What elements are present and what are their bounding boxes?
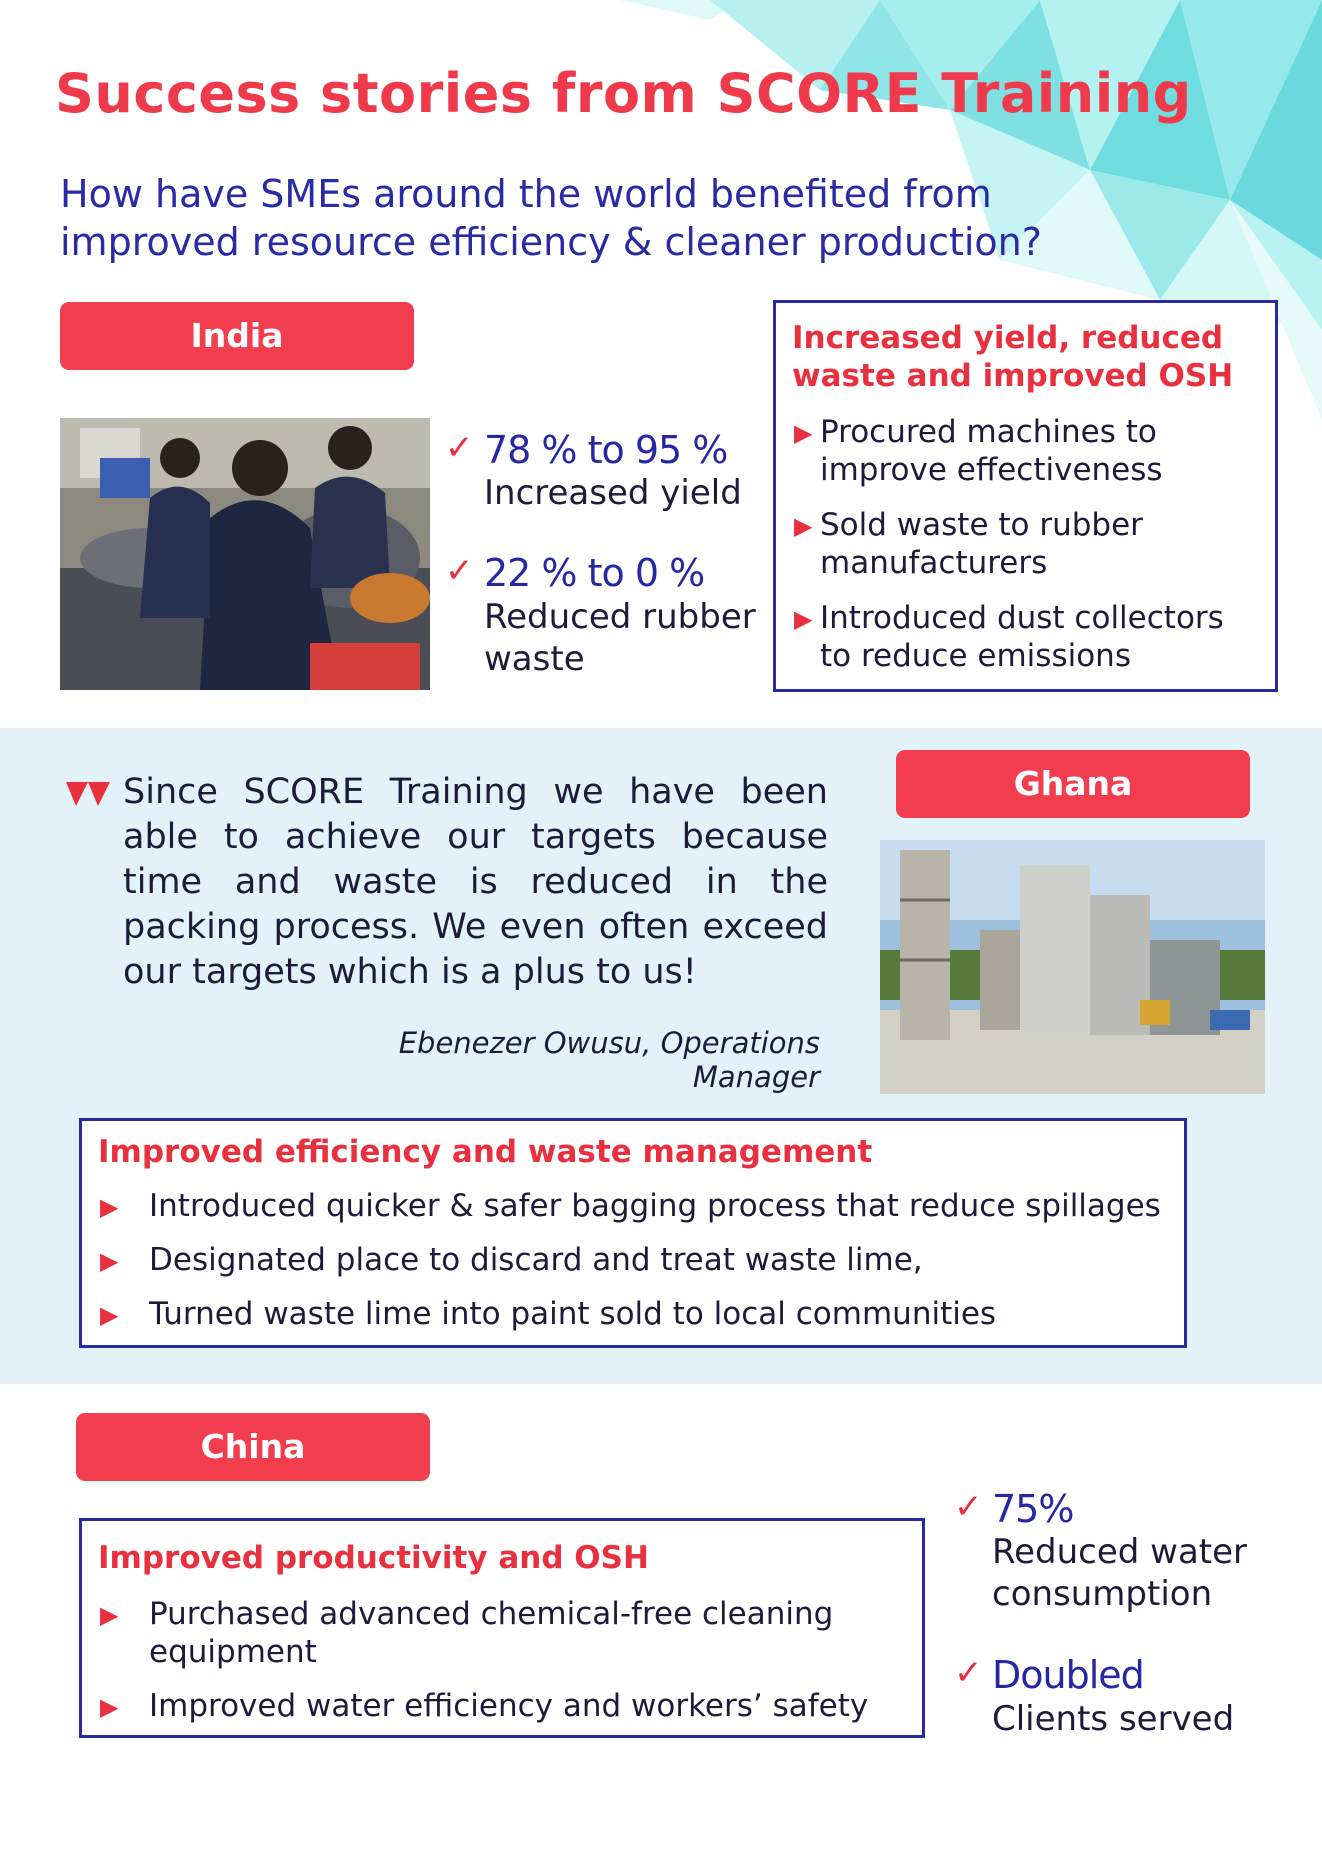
india-stat-value-2: 22 % to 0 %	[484, 551, 705, 595]
ghana-quote: Since SCORE Training we have been able to achieve our targets because time and waste is reduced in the packing process. We even often exceed our targets which is a plus to us!	[123, 772, 828, 992]
triangle-bullet-icon: ▶	[100, 1301, 119, 1329]
triangle-bullet-icon: ▶	[794, 605, 813, 633]
country-label-china: China	[76, 1413, 430, 1481]
india-stat-label-2b: waste	[484, 639, 585, 679]
triangle-bullet-icon: ▶	[100, 1247, 119, 1275]
india-factory-photo	[60, 418, 430, 690]
triangle-bullet-icon: ▶	[100, 1193, 119, 1221]
india-bullet-2a: Sold waste to rubber	[820, 507, 1143, 543]
china-stat-value-2: Doubled	[992, 1653, 1144, 1697]
china-box-heading: Improved productivity and OSH	[98, 1540, 649, 1576]
india-bullet-3a: Introduced dust collectors	[820, 600, 1224, 636]
checkmark-icon: ✓	[445, 428, 474, 468]
india-stat-label-2a: Reduced rubber	[484, 597, 756, 637]
china-outcomes-box	[79, 1518, 925, 1738]
triangle-bullet-icon: ▶	[794, 512, 813, 540]
india-box-heading-line2: waste and improved OSH	[792, 358, 1234, 394]
china-stat-label-2: Clients served	[992, 1699, 1235, 1739]
china-stat-label-1b: consumption	[992, 1574, 1213, 1614]
ghana-outcomes-box	[79, 1118, 1187, 1348]
india-box-heading-line1: Increased yield, reduced	[792, 320, 1224, 356]
triangle-bullet-icon: ▶	[794, 419, 813, 447]
china-bullet-1a: Purchased advanced chemical-free cleaning	[149, 1596, 834, 1632]
india-stat-value-1: 78 % to 95 %	[484, 428, 728, 472]
checkmark-icon: ✓	[954, 1487, 983, 1527]
india-bullet-3b: to reduce emissions	[820, 638, 1131, 674]
ghana-bullet-1: Introduced quicker & safer bagging process that reduce spillages	[149, 1188, 1161, 1224]
ghana-box-heading: Improved efficiency and waste management	[98, 1134, 873, 1170]
china-stat-value-1: 75%	[992, 1487, 1074, 1531]
china-bullet-1b: equipment	[149, 1634, 317, 1670]
country-label-india: India	[60, 302, 414, 370]
ghana-bullet-2: Designated place to discard and treat waste lime,	[149, 1242, 923, 1278]
china-bullet-2: Improved water efficiency and workers’ safety	[149, 1688, 869, 1724]
ghana-bullet-3: Turned waste lime into paint sold to local communities	[149, 1296, 997, 1332]
page-title: Success stories from SCORE Training	[55, 62, 1192, 125]
page-subtitle-line2: improved resource efficiency & cleaner production?	[60, 220, 1042, 264]
india-outcomes-box	[773, 300, 1278, 692]
india-stat-label-1: Increased yield	[484, 473, 742, 513]
quote-mark-icon	[66, 782, 112, 806]
checkmark-icon: ✓	[445, 551, 474, 591]
triangle-bullet-icon: ▶	[100, 1693, 119, 1721]
page-subtitle-line1: How have SMEs around the world benefited from	[60, 172, 992, 216]
ghana-factory-photo	[880, 840, 1265, 1094]
china-stat-label-1a: Reduced water	[992, 1532, 1248, 1572]
country-label-ghana: Ghana	[896, 750, 1250, 818]
india-bullet-1b: improve effectiveness	[820, 452, 1163, 488]
triangle-bullet-icon: ▶	[100, 1601, 119, 1629]
ghana-quote-attribution: Ebenezer Owusu, Operations Manager	[398, 1026, 820, 1094]
india-bullet-2b: manufacturers	[820, 545, 1048, 581]
india-bullet-1a: Procured machines to	[820, 414, 1157, 450]
checkmark-icon: ✓	[954, 1653, 983, 1693]
